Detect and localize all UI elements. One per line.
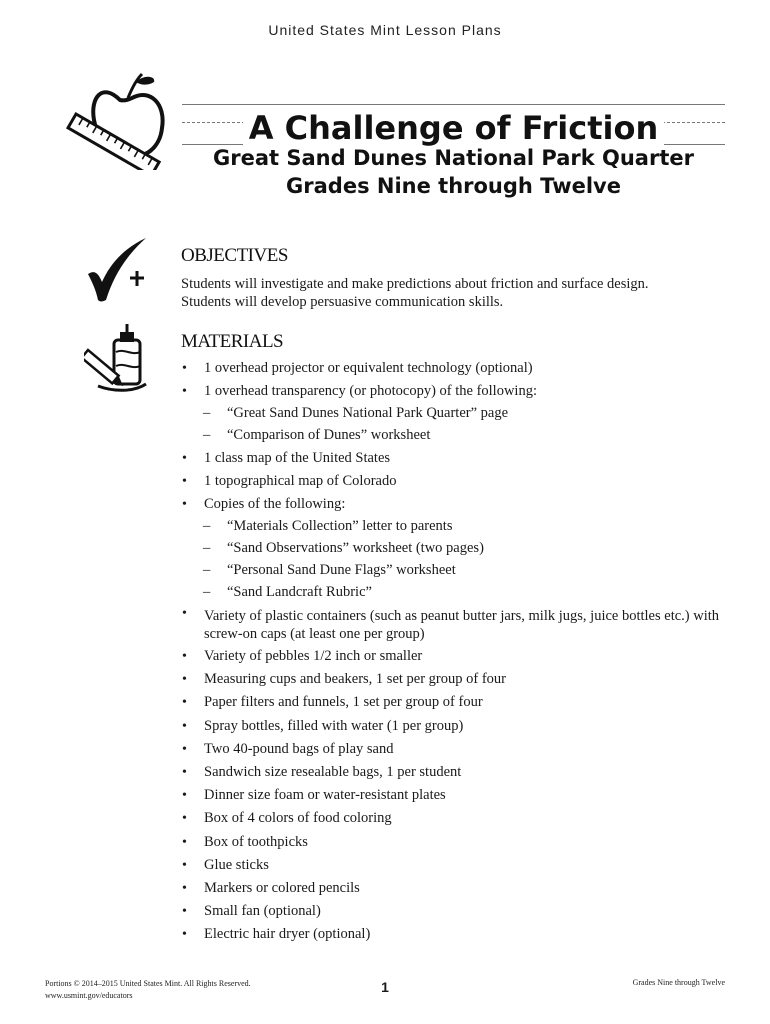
- list-item: [181, 716, 726, 738]
- list-item: [181, 855, 726, 877]
- list-item: [181, 381, 726, 446]
- list-item-text: Spray bottles, filled with water (1 per group): [204, 717, 464, 734]
- list-item-text: Electric hair dryer (optional): [204, 926, 371, 943]
- list-item: [181, 358, 726, 380]
- sub-list-item: – “Great Sand Dunes National Park Quarter” page: [203, 403, 726, 425]
- list-item: [181, 448, 726, 470]
- list-item-text: Box of toothpicks: [204, 833, 308, 850]
- list-item-text: Measuring cups and beakers, 1 set per group of four: [204, 671, 506, 688]
- list-item: [181, 832, 726, 854]
- list-item: [181, 494, 726, 603]
- objectives-heading: OBJECTIVES: [181, 245, 288, 266]
- list-item-text: 1 overhead projector or equivalent technology (optional): [204, 360, 533, 376]
- list-item-text: Paper filters and funnels, 1 set per group of four: [204, 694, 483, 711]
- list-item: [181, 692, 726, 714]
- sub-list-item: – “Personal Sand Dune Flags” worksheet: [203, 560, 726, 582]
- page-subtitle: Great Sand Dunes National Park Quarter: [213, 146, 694, 170]
- objective-line: Students will investigate and make predictions about friction and surface design.: [181, 276, 649, 292]
- list-item-text: Glue sticks: [204, 856, 269, 873]
- list-item: [181, 646, 726, 668]
- page-title-text: A Challenge of Friction: [243, 109, 665, 147]
- list-item-text: Variety of plastic containers (such as peanut butter jars, milk jugs, juice bottles etc.) with screw-on caps (at least one per group): [204, 607, 720, 642]
- page-number: 1: [381, 979, 389, 995]
- list-item: [181, 762, 726, 784]
- list-item: [181, 785, 726, 807]
- list-item-text: Copies of the following:: [204, 496, 346, 513]
- list-item-text: Markers or colored pencils: [204, 879, 360, 896]
- sub-list-item: – “Sand Observations” worksheet (two pages): [203, 538, 726, 560]
- grade-subtitle: Grades Nine through Twelve: [286, 174, 621, 198]
- apple-ruler-icon: [62, 70, 172, 170]
- list-item: [181, 878, 726, 900]
- page-title: [182, 108, 725, 148]
- list-item-text: Sandwich size resealable bags, 1 per student: [204, 764, 462, 781]
- materials-heading: MATERIALS: [181, 331, 284, 352]
- footer-website-link[interactable]: www.usmint.gov/educators: [45, 991, 133, 1000]
- list-item-text: 1 overhead transparency (or photocopy) of the following:: [204, 383, 537, 400]
- list-item-text: Dinner size foam or water-resistant plates: [204, 787, 446, 804]
- list-item-text: Two 40-pound bags of play sand: [204, 740, 394, 757]
- glue-pencil-supplies-icon: [84, 322, 156, 394]
- list-item: [181, 471, 726, 493]
- sub-list: [204, 403, 726, 447]
- list-item: [181, 605, 726, 645]
- list-item-text: 1 class map of the United States: [204, 449, 391, 466]
- list-item: [181, 739, 726, 761]
- list-item-text: Small fan (optional): [204, 903, 321, 920]
- materials-list: [181, 358, 726, 948]
- list-item-text: Box of 4 colors of food coloring: [204, 810, 392, 827]
- sub-list-item: – “Comparison of Dunes” worksheet: [203, 425, 726, 447]
- list-item-text: 1 topographical map of Colorado: [204, 473, 397, 490]
- sub-list: [204, 516, 726, 603]
- list-item: [181, 669, 726, 691]
- footer-copyright: Portions © 2014–2015 United States Mint. All Rights Reserved.: [45, 979, 251, 988]
- list-item: [181, 808, 726, 830]
- list-item-text: Variety of pebbles 1/2 inch or smaller: [204, 648, 423, 665]
- list-item: [181, 924, 726, 946]
- running-header: United States Mint Lesson Plans: [268, 22, 502, 38]
- footer-grade-label: Grades Nine through Twelve: [632, 978, 725, 987]
- sub-list-item: – “Sand Landcraft Rubric”: [203, 582, 726, 604]
- objective-line: Students will develop persuasive communication skills.: [181, 294, 504, 310]
- checkmark-plus-icon: [84, 236, 154, 306]
- title-rule-top: [182, 104, 725, 105]
- sub-list-item: – “Materials Collection” letter to parents: [203, 516, 726, 538]
- list-item: [181, 901, 726, 923]
